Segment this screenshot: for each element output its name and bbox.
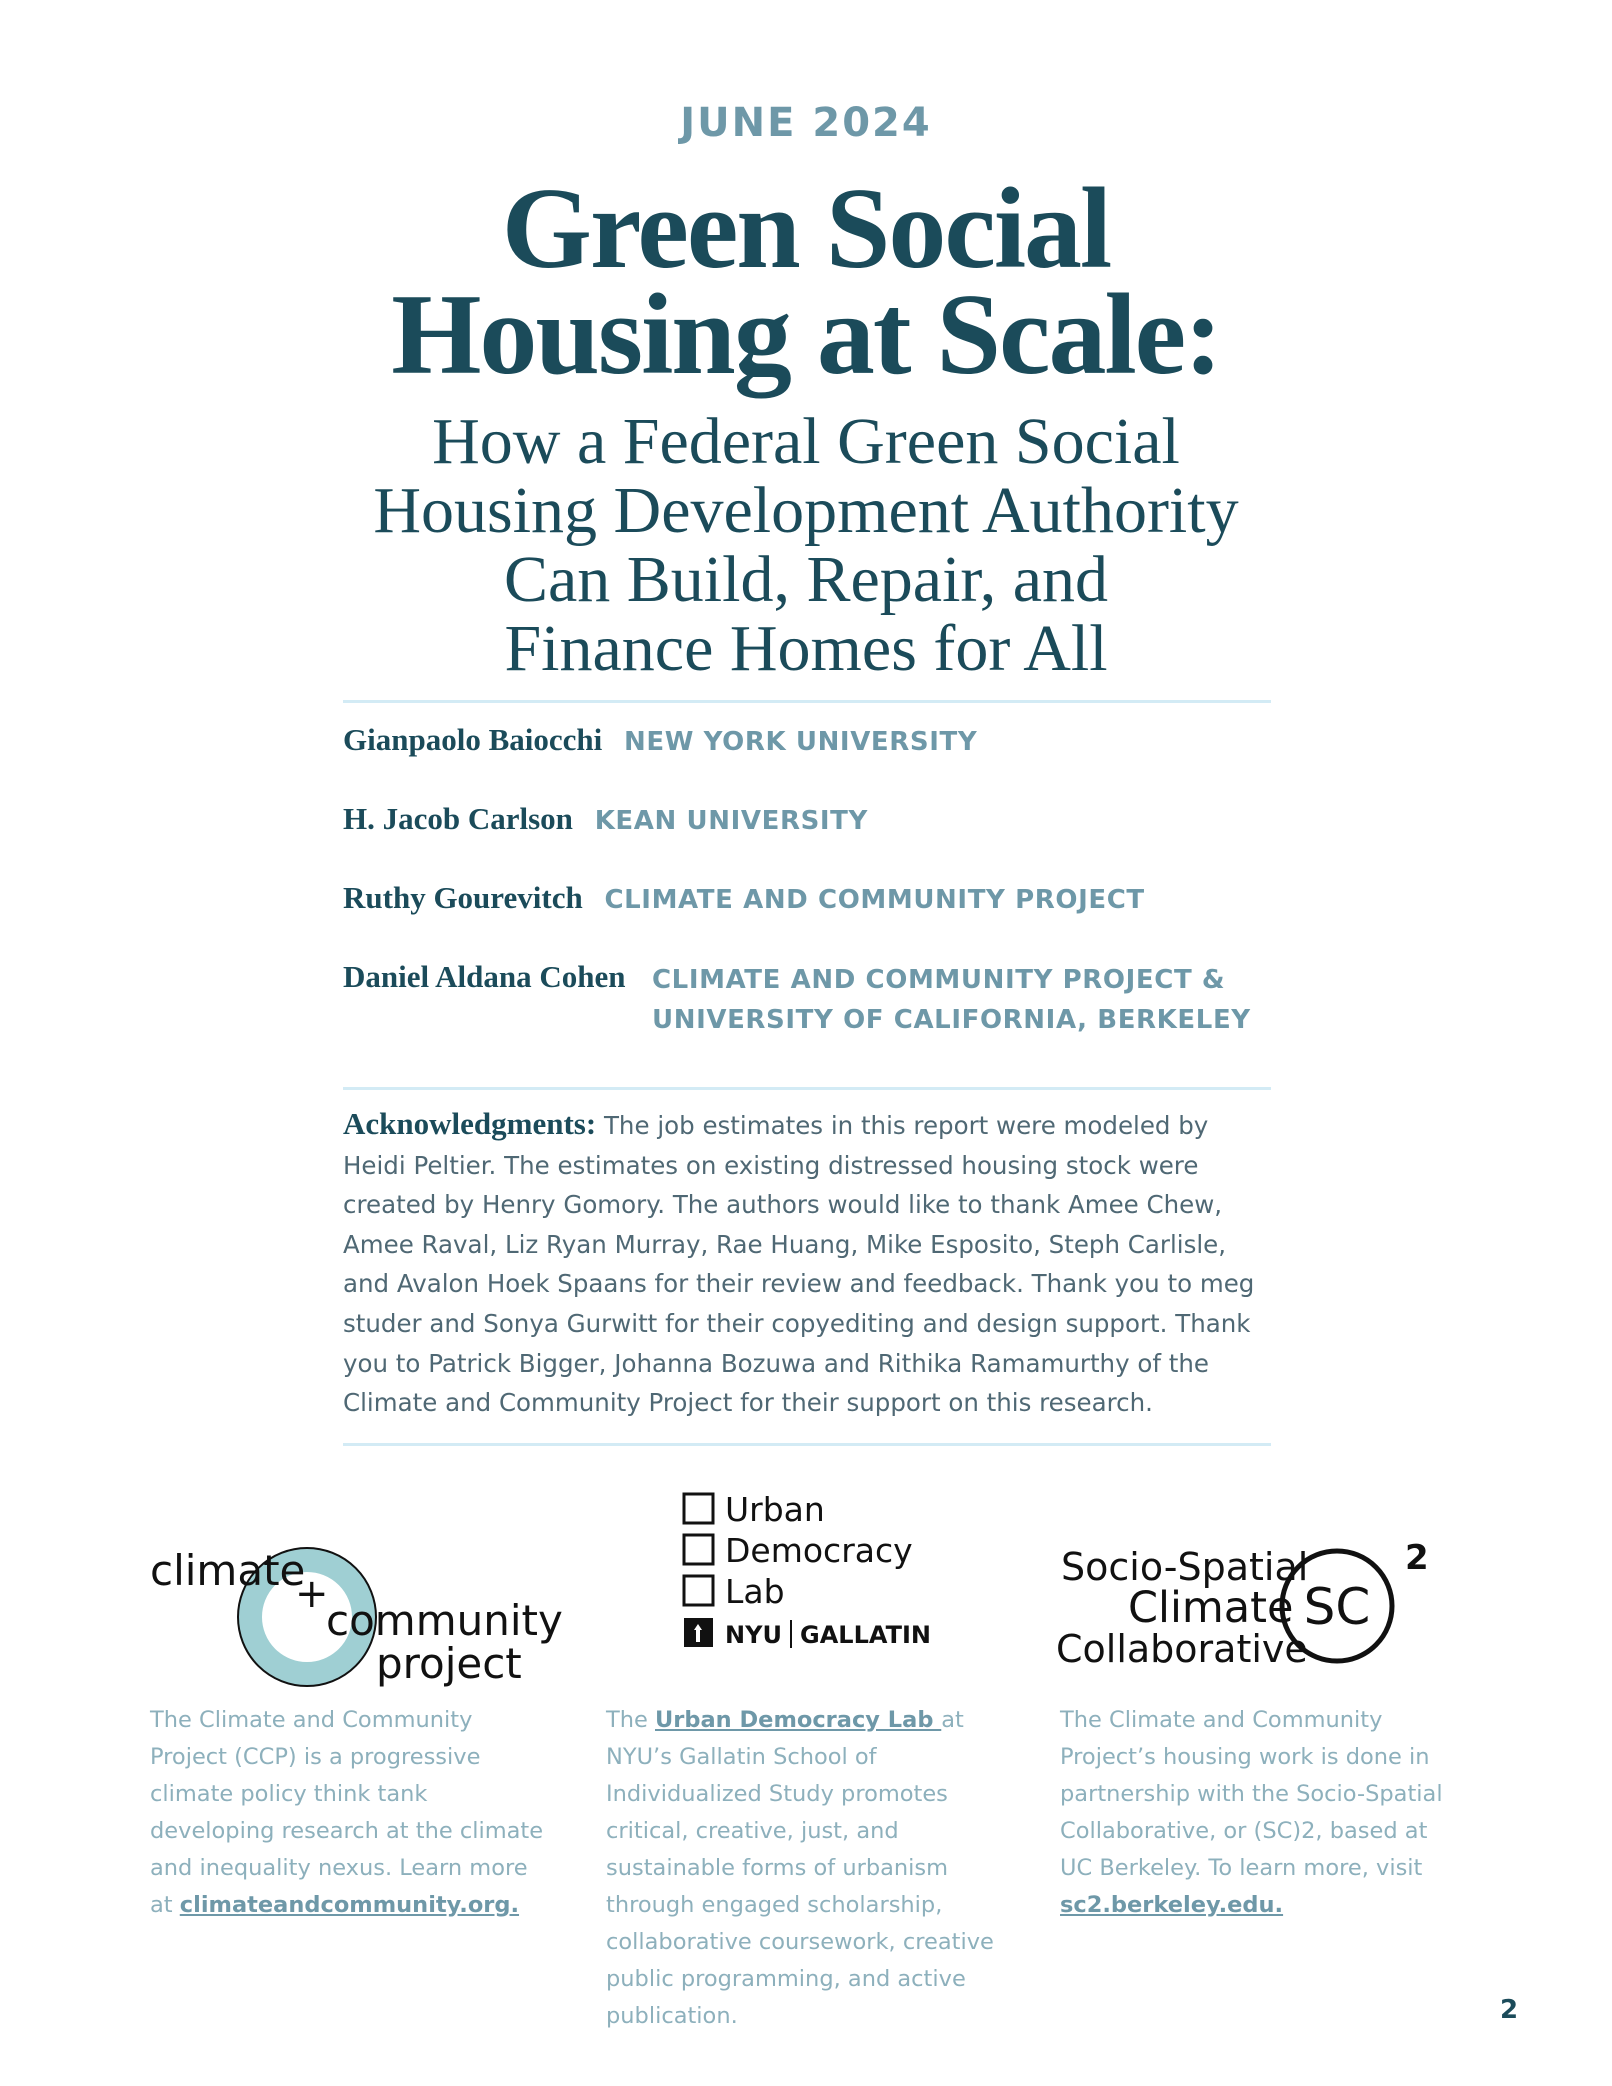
divider (343, 700, 1271, 703)
divider (343, 1443, 1271, 1446)
author-name: Daniel Aldana Cohen (343, 959, 626, 994)
report-title (0, 165, 1612, 399)
sc2-word-socio-spatial: Socio-Spatial (1061, 1545, 1309, 1589)
ccp-link[interactable]: climateandcommunity.org. (179, 1892, 520, 1918)
sc2-superscript: 2 (1405, 1538, 1429, 1578)
sc2-blurb (1060, 1702, 1460, 1924)
acknowledgments-text: The job estimates in this report were modeled by Heidi Peltier. The estimates on existing distressed housing stock were created by Henry Gomory. The authors would like to thank Amee Chew, Amee Raval, Liz Ryan Murray, Rae Huang, Mike Esposito, Steph Carlisle, and Avalon Hoek Spaans for their review and feedback. Thank you to meg studer and Sonya Gurwitt for their copyediting and design support. Thank you to Patrick Bigger, Johanna Bozuwa and Rithika Ramamurthy of the Climate and Community Project for their support on this research. (343, 1111, 1255, 1418)
author-row (343, 959, 626, 995)
ccp-logo (140, 1535, 580, 1690)
author-affiliation: CLIMATE AND COMMUNITY PROJECT (604, 885, 1145, 915)
sc2-logo (1055, 1535, 1475, 1680)
ccp-word-community: community (326, 1596, 563, 1645)
nyu-wordmark: NYU (725, 1621, 782, 1649)
subtitle-line: Finance Homes for All (504, 612, 1108, 685)
udl-link[interactable]: Urban Democracy Lab (655, 1707, 942, 1733)
author-name: Gianpaolo Baiocchi (343, 722, 603, 757)
udl-word-urban: Urban (725, 1490, 825, 1529)
author-name: Ruthy Gourevitch (343, 880, 583, 915)
blurb-text: The Climate and Community Project’s housing work is done in partnership with the Socio-Spatial Collaborative, or (SC)2, based at UC Berkeley. To learn more, visit (1060, 1707, 1443, 1881)
report-subtitle (0, 407, 1612, 683)
divider (343, 1087, 1271, 1090)
author-row (343, 880, 1145, 920)
subtitle-line: How a Federal Green Social (432, 405, 1180, 478)
author-name: H. Jacob Carlson (343, 801, 573, 836)
acknowledgments (343, 1104, 1273, 1423)
affiliation-line: CLIMATE AND COMMUNITY PROJECT & (652, 965, 1226, 995)
acknowledgments-label: Acknowledgments: (343, 1106, 597, 1141)
author-affiliation: NEW YORK UNIVERSITY (623, 727, 978, 757)
ccp-word-climate: climate (150, 1546, 306, 1595)
ccp-word-project: project (376, 1639, 522, 1688)
udl-word-lab: Lab (725, 1572, 785, 1611)
report-date: JUNE 2024 (680, 100, 932, 146)
author-affiliation (652, 960, 1251, 1040)
author-affiliation: KEAN UNIVERSITY (594, 806, 868, 836)
blurb-text: The Climate and Community Project (CCP) is a progressive climate policy think tank developing research at the climate and inequality nexus. Learn more at (150, 1707, 544, 1918)
title-line: Green Social (501, 165, 1111, 293)
udl-box-icon (684, 1494, 713, 1523)
sc2-word-collaborative: Collaborative (1056, 1627, 1308, 1671)
sc2-word-climate: Climate (1128, 1583, 1294, 1633)
sc2-mark: SC (1303, 1578, 1371, 1636)
ccp-plus: + (295, 1571, 329, 1617)
author-row (343, 722, 977, 762)
author-row (343, 801, 868, 841)
udl-box-icon (684, 1576, 713, 1605)
subtitle-line: Can Build, Repair, and (503, 543, 1109, 616)
udl-logo (678, 1488, 948, 1658)
subtitle-line: Housing Development Authority (373, 474, 1239, 547)
title-line: Housing at Scale: (391, 271, 1221, 399)
blurb-text: The (606, 1707, 655, 1733)
sc2-link[interactable]: sc2.berkeley.edu. (1060, 1892, 1284, 1918)
udl-word-democracy: Democracy (725, 1531, 913, 1570)
gallatin-wordmark: GALLATIN (800, 1621, 931, 1649)
affiliation-line: UNIVERSITY OF CALIFORNIA, BERKELEY (652, 1005, 1251, 1035)
udl-box-icon (684, 1535, 713, 1564)
blurb-text: at NYU’s Gallatin School of Individualized Study promotes critical, creative, just, and sustainable forms of urbanism through engaged scholarship, collaborative coursework, creative public programming, and active publication. (606, 1707, 994, 2029)
ccp-blurb (150, 1702, 550, 1924)
udl-blurb (606, 1702, 1006, 2035)
page-number: 2 (1500, 1995, 1519, 2025)
